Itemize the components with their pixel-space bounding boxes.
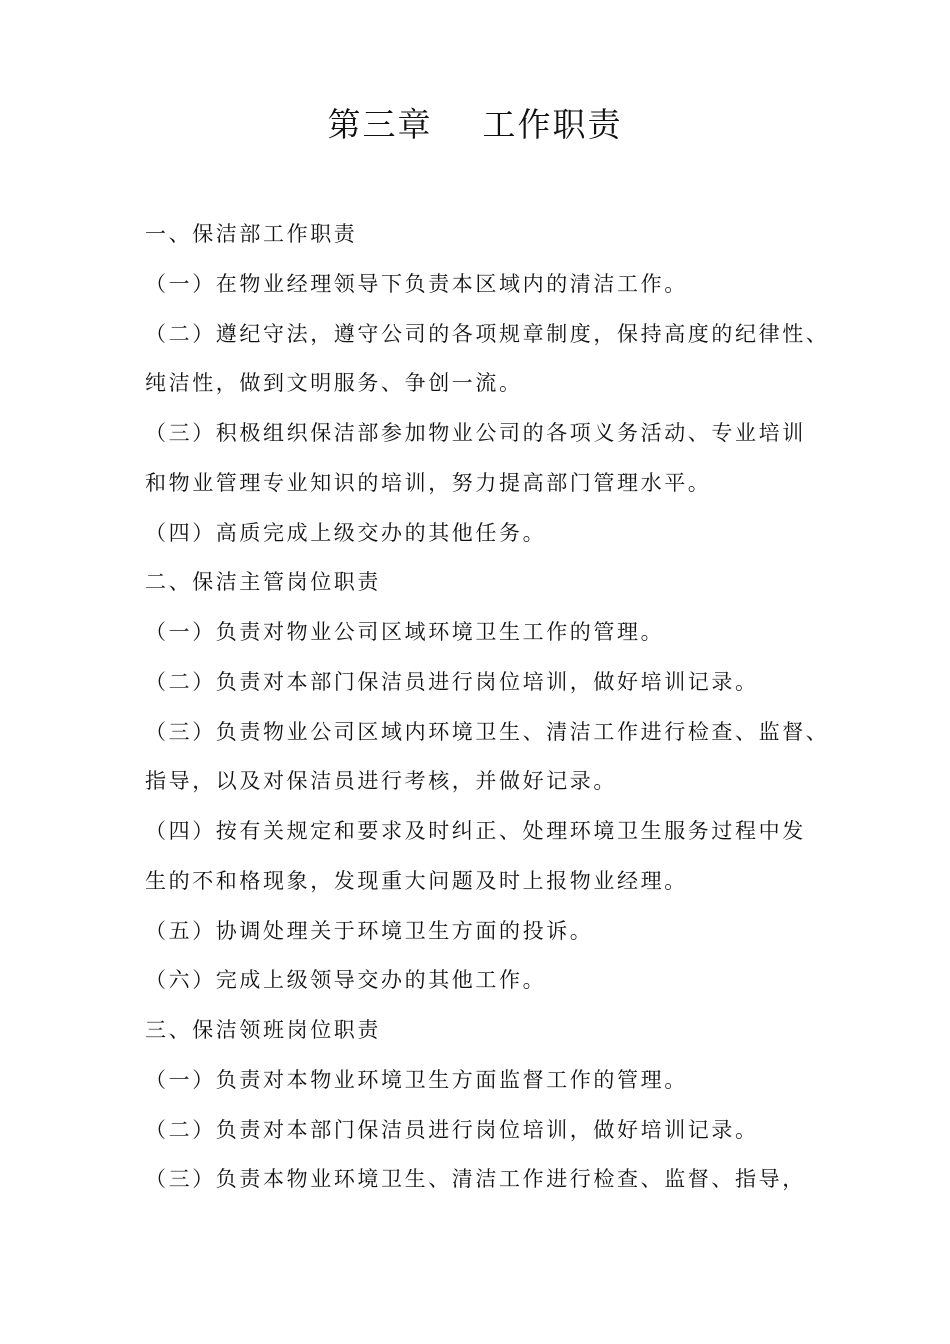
- paragraph-line: （四）按有关规定和要求及时纠正、处理环境卫生服务过程中发: [145, 819, 806, 843]
- paragraph-line: （三）负责物业公司区域内环境卫生、清洁工作进行检查、监督、: [145, 719, 830, 744]
- paragraph-line: 纯洁性，做到文明服务、争创一流。: [145, 371, 523, 396]
- paragraph-line: （一）在物业经理领导下负责本区域内的清洁工作。: [145, 271, 688, 296]
- chapter-title: 第三章 工作职责: [327, 105, 623, 144]
- paragraph-line: 和物业管理专业知识的培训，努力提高部门管理水平。: [145, 470, 712, 495]
- section-heading: 二、保洁主管岗位职责: [145, 570, 381, 595]
- paragraph-line: 指导，以及对保洁员进行考核，并做好记录。: [145, 769, 617, 794]
- paragraph-line: （三）负责本物业环境卫生、清洁工作进行检查、监督、指导，: [145, 1167, 806, 1192]
- paragraph-line: （二）负责对本部门保洁员进行岗位培训，做好培训记录。: [145, 1117, 759, 1142]
- paragraph-line: （五）协调处理关于环境卫生方面的投诉。: [145, 918, 594, 943]
- section-heading: 三、保洁领班岗位职责: [145, 1018, 381, 1042]
- paragraph-line: 生的不和格现象，发现重大问题及时上报物业经理。: [145, 868, 688, 893]
- section-heading: 一、保洁部工作职责: [145, 222, 358, 246]
- paragraph-line: （二）负责对本部门保洁员进行岗位培训，做好培训记录。: [145, 669, 759, 694]
- paragraph-line: （四）高质完成上级交办的其他任务。: [145, 520, 547, 545]
- paragraph-line: （二）遵纪守法，遵守公司的各项规章制度，保持高度的纪律性、: [145, 321, 830, 346]
- paragraph-line: （一）负责对本物业环境卫生方面监督工作的管理。: [145, 1067, 688, 1092]
- paragraph-line: （三）积极组织保洁部参加物业公司的各项义务活动、专业培训: [145, 421, 806, 445]
- document-body: [145, 210, 830, 1205]
- paragraph-line: （一）负责对物业公司区域环境卫生工作的管理。: [145, 620, 665, 644]
- paragraph-line: （六）完成上级领导交办的其他工作。: [145, 968, 547, 993]
